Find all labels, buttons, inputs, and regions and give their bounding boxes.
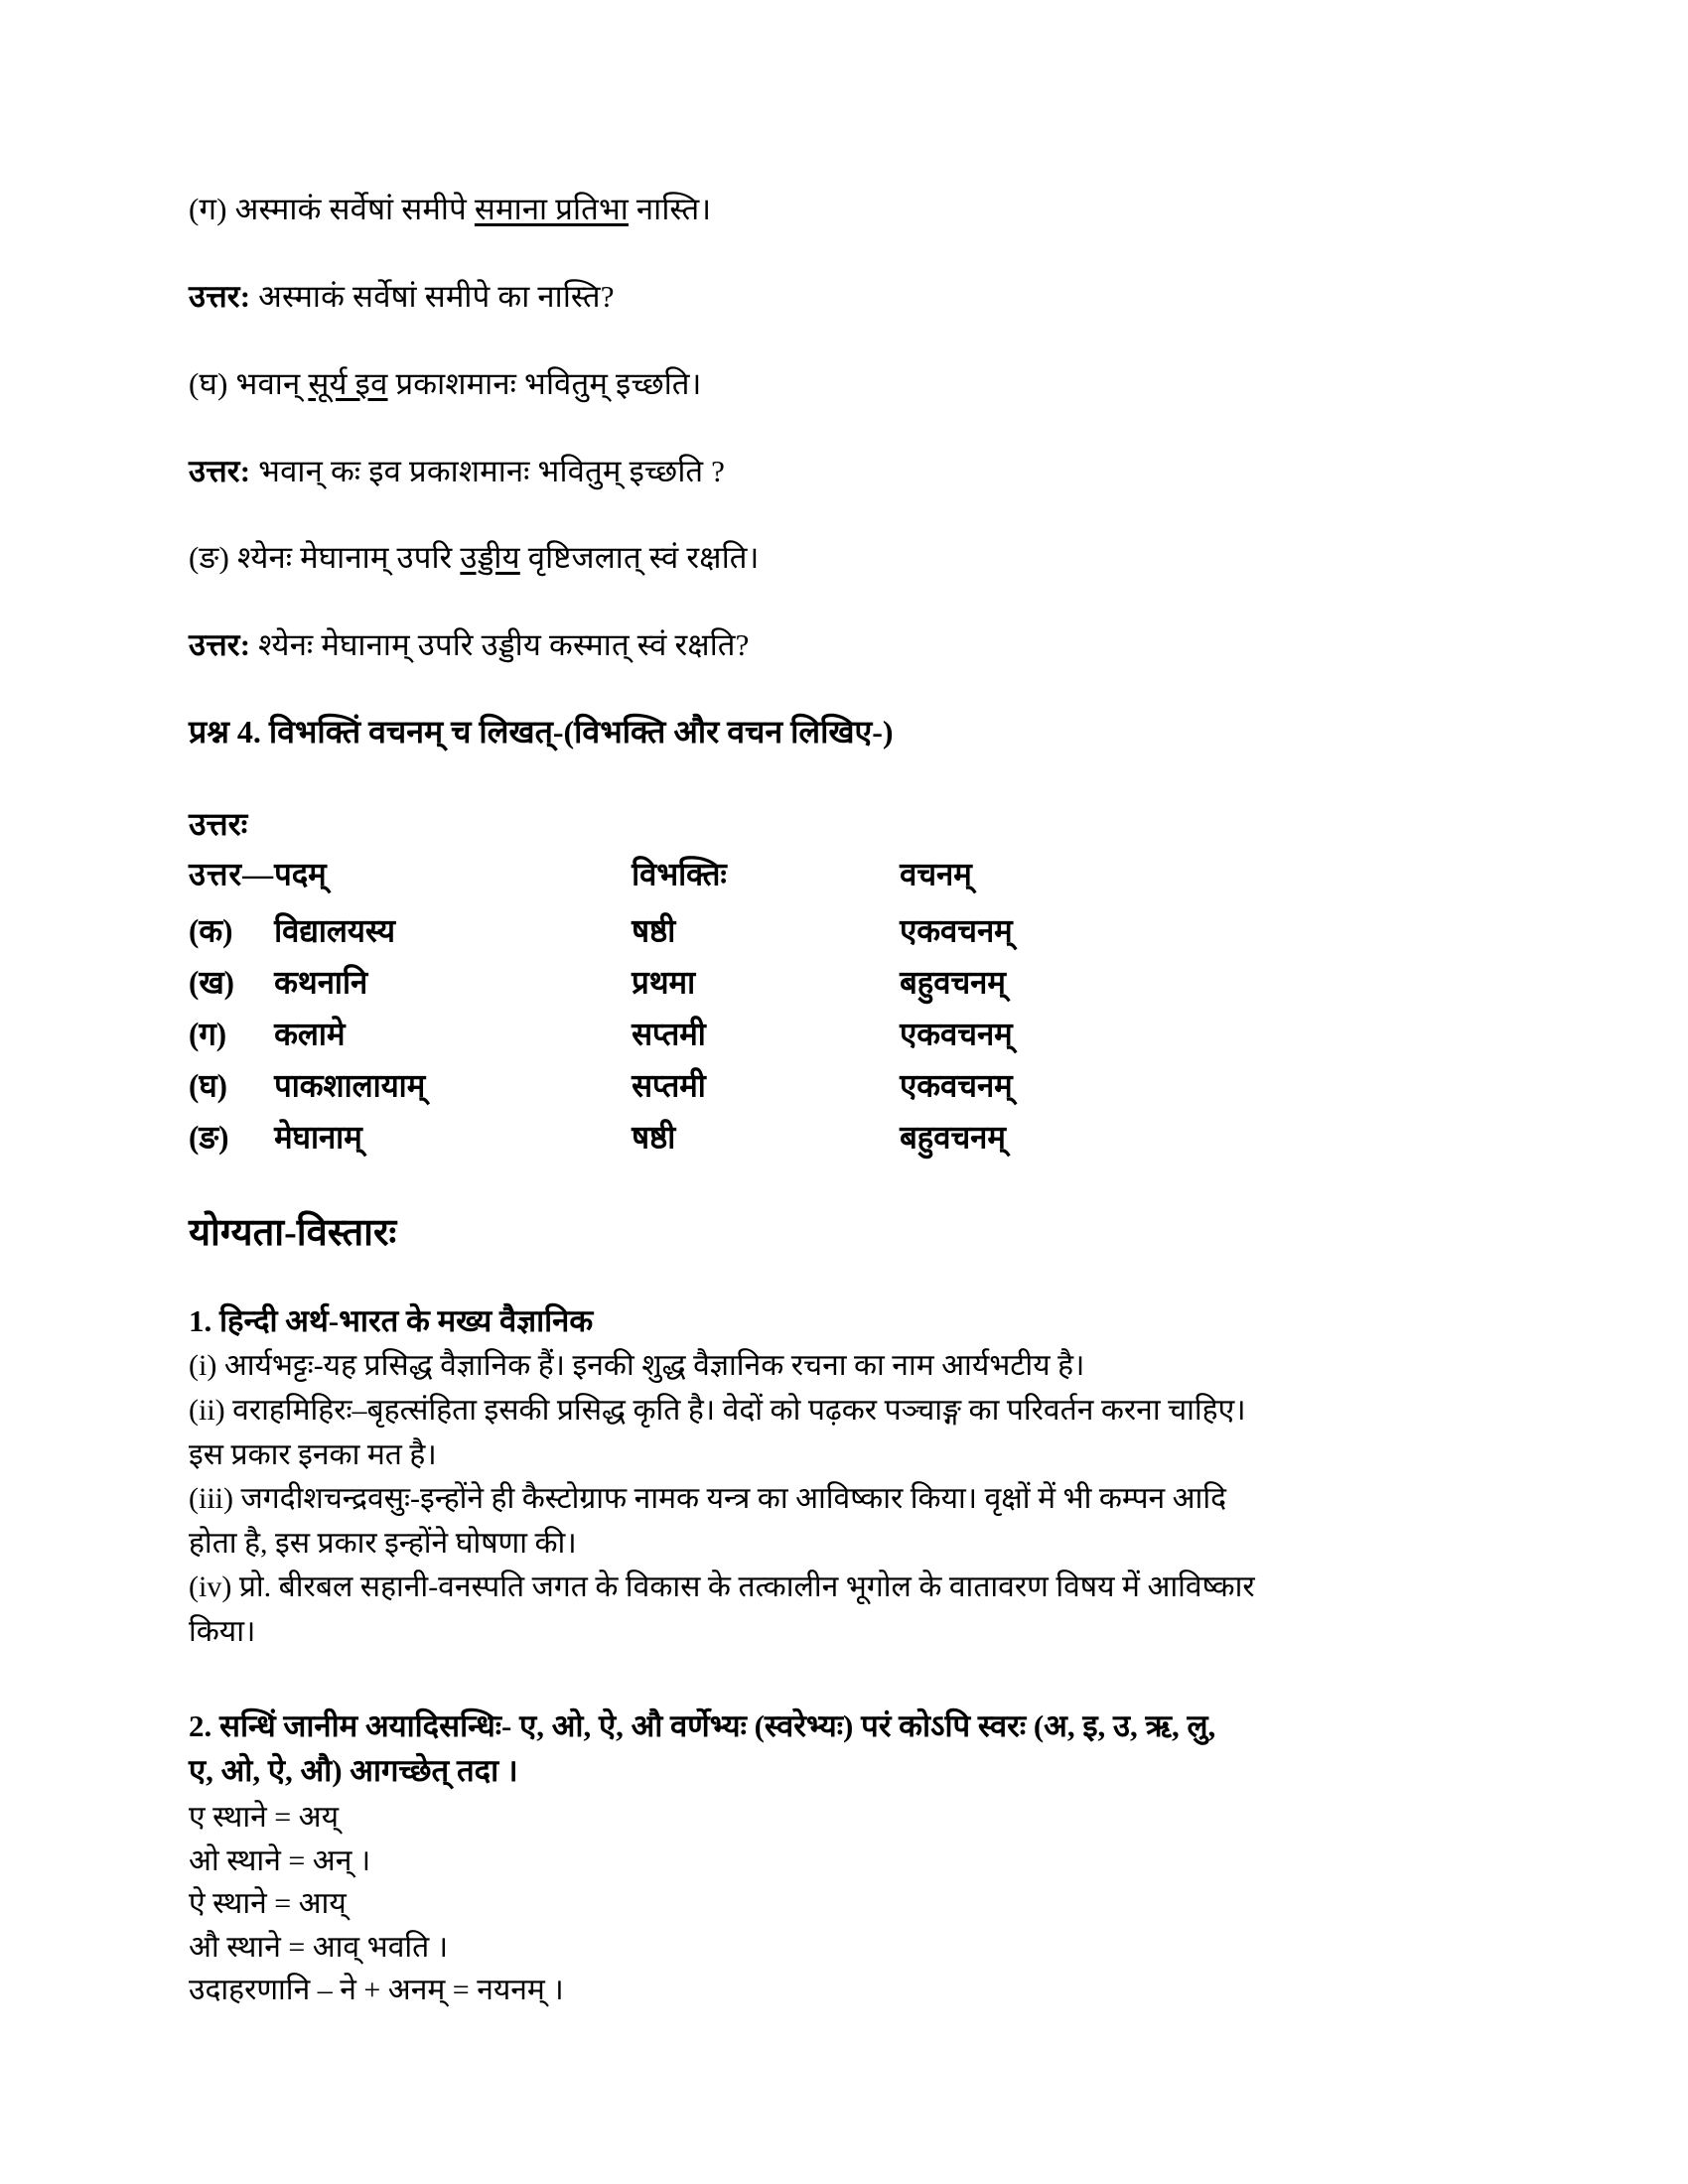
sandhi-rule: ऐ स्थाने = आय् [189,1887,347,1921]
question-text-underlined: सूर्य इव [308,365,388,401]
question-text-post: प्रकाशमानः भवितुम् इच्छति। [387,365,702,401]
table-row [189,1009,1197,1060]
table-row [189,1060,1197,1112]
column-header-vachanam: वचनम् [900,856,972,892]
yogyata-section-1-line: इस प्रकार इनका मत है। [189,1437,437,1471]
yogyata-section-1-heading: 1. हिन्दी अर्थ-भारत के मख्य वैज्ञानिक [189,1302,594,1338]
cell-vachanam: एकवचनम् [900,1067,1013,1104]
column-header-uttar: उत्तर— [189,856,275,892]
table-row [189,957,1197,1009]
row-marker: (ख) [189,964,235,1001]
cell-padam: पाकशालायाम् [274,1067,426,1104]
row-marker: (क) [189,912,233,949]
yogyata-section-2-heading-line-1: 2. सन्धिं जानीम अयादिसन्धिः- ए, ओ, ऐ, औ वर्णेभ्यः (स्वरेभ्यः) परं कोऽपि स्वरः (अ, इ, उ, ऋ, लु, [189,1707,1216,1743]
cell-vachanam: बहुवचनम् [900,964,1006,1001]
yogyata-section-1-line: (iv) प्रो. बीरबल सहानी-वनस्पति जगत के विकास के तत्कालीन भूगोल के वातावरण विषय में आविष्कार [189,1570,1255,1604]
cell-vibhakti: षष्ठी [632,912,676,949]
column-header-vibhakti: विभक्तिः [632,856,727,892]
answer-label: उत्तर: [189,627,251,663]
yogyata-section-2-heading-line-2: ए, ओ, ऐ, औ) आगच्छेत् तदा । [189,1753,518,1789]
row-marker: (ग) [189,1016,227,1052]
cell-vibhakti: सप्तमी [632,1016,706,1052]
question-text-underlined: उड्डीय [460,540,520,576]
question-line-ga [189,189,1519,230]
question-marker: (ङ) [189,540,229,576]
yogyata-section-1-line: होता है, इस प्रकार इन्होंने घोषणा की। [189,1526,577,1560]
row-marker: (घ) [189,1067,227,1104]
question-text-post: वृष्टिजलात् स्वं रक्षति। [519,540,760,576]
table-header [189,849,1197,905]
cell-padam: कथनानि [274,964,368,1001]
answer-label: उत्तर: [189,453,251,488]
answer-line-nga [189,624,1519,666]
table-row [189,1112,1197,1163]
section-spacer [189,1656,1519,1706]
question-line-nga [189,537,1519,579]
cell-vibhakti: प्रथमा [632,964,696,1001]
cell-vibhakti: षष्ठी [632,1119,676,1156]
table-row [189,905,1197,957]
yogyata-vistarah-heading: योग्यता-विस्तारः [189,1212,397,1255]
question-text-underlined: समाना प्रतिभा [474,192,629,226]
cell-vachanam: एकवचनम् [900,1016,1013,1052]
answer-text: अस्माकं सर्वेषां समीपे का नास्ति? [258,278,615,314]
question-text-pre: भवान् [235,365,309,401]
question-text-pre: श्येनः मेघानाम् उपरि [236,540,461,576]
question-4-answer-label: उत्तरः [189,805,248,842]
yogyata-section-1-line: (ii) वराहमिहिरः–बृहत्संहिता इसकी प्रसिद्ध कृति है। वेदों को पढ़कर पञ्चाङ्ग का परिवर्तन करना चाहिए। [189,1394,1246,1428]
cell-padam: कलामे [274,1016,346,1052]
cell-vachanam: एकवचनम् [900,912,1013,949]
question-line-gha [189,363,1519,405]
question-text-post: नास्ति। [628,192,712,226]
answer-label: उत्तर: [189,278,251,314]
question-text-pre: अस्माकं सर्वेषां समीपे [234,192,475,226]
answer-text: भवान् कः इव प्रकाशमानः भवितुम् इच्छति ? [258,453,726,488]
yogyata-section-1-line: (iii) जगदीशचन्द्रवसुः-इन्होंने ही कैस्टोग्राफ नामक यन्त्र का आविष्कार किया। वृक्षों में भी कम्पन आदि [189,1482,1227,1516]
table-body [189,905,1197,1163]
column-header-padam: पदम् [274,856,327,892]
yogyata-section-1-line: किया। [189,1615,256,1649]
cell-vachanam: बहुवचनम् [900,1119,1006,1156]
answer-line-gha [189,451,1519,492]
question-marker: (घ) [189,365,228,401]
cell-padam: मेघानाम् [274,1119,362,1156]
cell-vibhakti: सप्तमी [632,1067,706,1104]
sandhi-rule: ए स्थाने = अय् [189,1801,339,1835]
yogyata-section-1-line: (i) आर्यभट्टः-यह प्रसिद्ध वैज्ञानिक हैं। इनकी शुद्ध वैज्ञानिक रचना का नाम आर्यभटीय है। [189,1349,1085,1383]
row-marker: (ङ) [189,1119,229,1156]
question-4-heading: प्रश्न 4. विभक्तिं वचनम् च लिखत्-(विभक्ति और वचन लिखिए-) [189,714,894,751]
answer-line-ga [189,276,1519,318]
table-header-row [189,849,1197,905]
cell-padam: विद्यालयस्य [274,912,395,949]
sandhi-rule: ओ स्थाने = अन् । [189,1843,371,1877]
sandhi-example: उदाहरणानि – ने + अनम् = नयनम् । [189,1974,564,2007]
answer-text: श्येनः मेघानाम् उपरि उड्डीय कस्मात् स्वं रक्षति? [258,627,750,663]
sandhi-rule: औ स्थाने = आव् भवति । [189,1930,449,1964]
question-marker: (ग) [189,192,227,226]
vibhakti-vachanam-table [189,849,1197,1163]
